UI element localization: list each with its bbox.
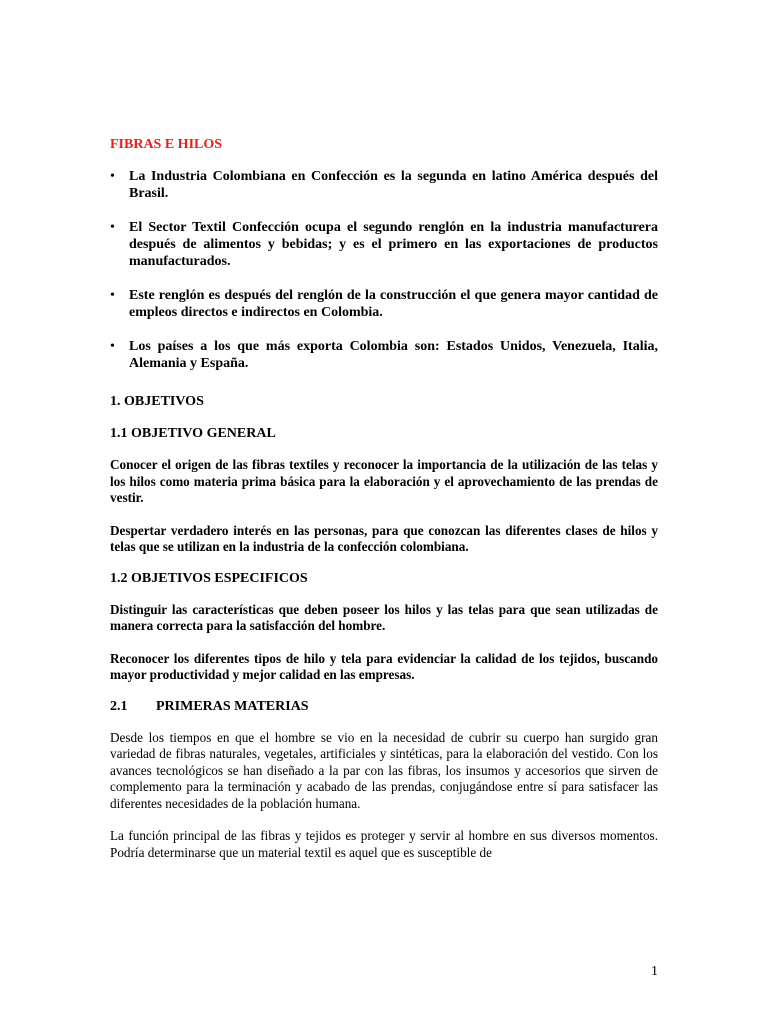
section-1-heading: 1. OBJETIVOS (110, 394, 204, 409)
objective-general-paragraph: Despertar verdadero interés en las personas, para que conozcan las diferentes clases de hilos y telas que se utilizan en la industria de la confección colombiana. (110, 522, 658, 554)
objective-specific-paragraph: Distinguir las características que deben poseer los hilos y las telas para que sean utilizadas de manera correcta para la satisfacción del hombre. (110, 601, 658, 633)
body-paragraph: Desde los tiempos en que el hombre se vio en la necesidad de cubrir su cuerpo han surgido gran variedad de fibras naturales, vegetales, artificiales y sintéticas, para la elaboración del vestido. Con los avances tecnológicos se han diseñado a la par con las fibras, los insumos y accesorios que sirven de complemento para la terminación y acabado de las prendas, conjugándose entre sí para satisfacer las diferentes necesidades de la población humana. (110, 729, 658, 811)
bullet-icon: • (110, 220, 115, 235)
bullet-item (110, 287, 658, 321)
objective-specific-paragraph: Reconocer los diferentes tipos de hilo y tela para evidenciar la calidad de los tejidos, buscando mayor productividad y mejor calidad en las empresas. (110, 650, 658, 682)
bullet-text: La Industria Colombiana en Confección es la segunda en latino América después del Brasil. (129, 169, 658, 201)
bullet-item (110, 338, 658, 372)
bullet-icon: • (110, 169, 115, 184)
page-content (110, 136, 658, 861)
section-2-1-heading (110, 698, 658, 716)
bullet-item (110, 219, 658, 270)
intro-bullet-list (110, 168, 658, 372)
page-number: 1 (651, 964, 658, 979)
objective-general-paragraph: Conocer el origen de las fibras textiles y reconocer la importancia de la utilización de las telas y los hilos como materia prima básica para la elaboración y el aprovechamiento de las prendas de vestir. (110, 457, 658, 505)
section-number: 2.1 (110, 698, 128, 714)
bullet-icon: • (110, 339, 115, 354)
bullet-item (110, 168, 658, 202)
document-title: FIBRAS E HILOS (110, 137, 223, 152)
bullet-text: Este renglón es después del renglón de la construcción el que genera mayor cantidad de empleos directos e indirectos en Colombia. (129, 288, 658, 320)
bullet-text: Los países a los que más exporta Colombia son: Estados Unidos, Venezuela, Italia, Alemania y España. (129, 339, 658, 371)
bullet-text: El Sector Textil Confección ocupa el segundo renglón en la industria manufacturera después de alimentos y bebidas; y es el primero en las exportaciones de productos manufacturados. (129, 220, 658, 269)
bullet-icon: • (110, 288, 115, 303)
body-paragraph: La función principal de las fibras y tejidos es proteger y servir al hombre en sus diversos momentos. Podría determinarse que un material textil es aquel que es susceptible de (110, 828, 658, 860)
section-title: PRIMERAS MATERIAS (156, 698, 309, 714)
section-1-1-heading: 1.1 OBJETIVO GENERAL (110, 426, 276, 441)
section-1-2-heading: 1.2 OBJETIVOS ESPECIFICOS (110, 570, 308, 586)
